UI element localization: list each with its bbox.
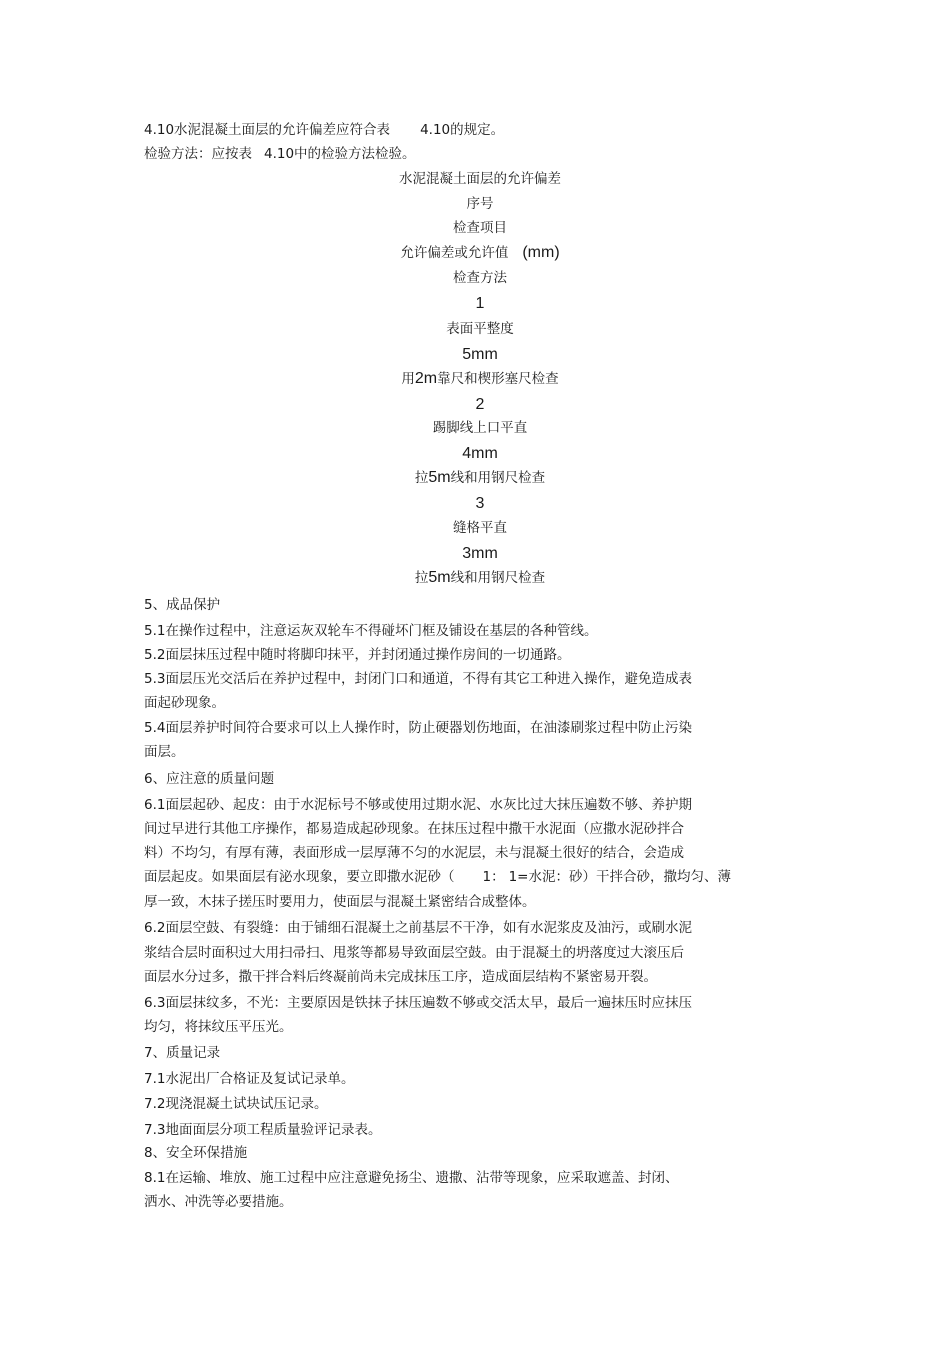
row-1-no: 1 — [475, 295, 485, 312]
header-deviation-label: 允许偏差或允许值 — [400, 245, 509, 261]
header-deviation — [0, 244, 950, 262]
intro-text: 4.10水泥混凝土面层的允许偏差应符合表 — [144, 122, 391, 138]
intro-text: 4.10的规定。 — [420, 122, 505, 138]
para-6-3-line-2: 均匀，将抹纹压平压光。 — [144, 1019, 293, 1035]
para-6-2-line-1: 6.2面层空鼓、有裂缝：由于铺细石混凝土之前基层不干净，如有水泥浆皮及油污，或刷水泥 — [144, 920, 692, 936]
table-title: 水泥混凝土面层的允许偏差 — [399, 171, 561, 187]
row-3-no: 3 — [475, 495, 485, 512]
section-5-heading: 5、成品保护 — [144, 597, 221, 613]
method-number: 5m — [428, 469, 451, 486]
para-6-1-line-1: 6.1面层起砂、起皮：由于水泥标号不够或使用过期水泥、水灰比过大抹压遍数不够、养护期 — [144, 797, 692, 813]
para-5-1: 5.1在操作过程中，注意运灰双轮车不得碰坏门框及铺设在基层的各种管线。 — [144, 623, 598, 639]
method-text: 拉 — [414, 470, 429, 486]
para-7-3: 7.3地面面层分项工程质量验评记录表。 — [144, 1122, 382, 1138]
para-7-2: 7.2现浇混凝土试块试压记录。 — [144, 1096, 328, 1112]
para-text: 1=水泥：砂）干拌合砂，撒均匀、薄 — [508, 869, 731, 885]
section-7-heading: 7、质量记录 — [144, 1045, 221, 1061]
section-6-heading: 6、应注意的质量问题 — [144, 771, 275, 787]
row-2-no: 2 — [475, 396, 485, 413]
para-6-2-line-2: 浆结合层时面积过大用扫帚扫、甩浆等都易导致面层空鼓。由于混凝土的坍落度过大滚压后 — [144, 945, 684, 961]
row-2-item: 踢脚线上口平直 — [432, 420, 528, 436]
para-6-1-line-5: 厚一致，木抹子搓压时要用力，使面层与混凝土紧密结合成整体。 — [144, 894, 536, 910]
header-deviation-unit: (mm) — [522, 244, 560, 261]
para-6-1-line-4 — [144, 868, 731, 886]
para-6-1-line-3: 料）不均匀，有厚有薄，表面形成一层厚薄不匀的水泥层，未与混凝土很好的结合，会造成 — [144, 845, 684, 861]
row-3-value: 3mm — [462, 545, 498, 562]
row-1-item: 表面平整度 — [446, 321, 514, 337]
method-text: 线和用钢尺检查 — [450, 470, 546, 486]
row-2-method — [0, 469, 950, 487]
intro-line-1 — [144, 121, 504, 139]
para-5-3-line-2: 面起砂现象。 — [144, 695, 225, 711]
intro-line-2 — [144, 145, 416, 163]
para-6-3-line-1: 6.3面层抹纹多，不光：主要原因是铁抹子抹压遍数不够或交活太早，最后一遍抹压时应抹压 — [144, 995, 692, 1011]
para-5-3-line-1: 5.3面层压光交活后在养护过程中，封闭门口和通道，不得有其它工种进入操作，避免造成表 — [144, 671, 692, 687]
para-5-2: 5.2面层抹压过程中随时将脚印抹平，并封闭通过操作房间的一切通路。 — [144, 647, 571, 663]
intro-text: 4.10中的检验方法检验。 — [264, 146, 416, 162]
ratio-text: 1： — [482, 869, 505, 885]
header-item: 检查项目 — [453, 220, 507, 236]
method-text: 拉 — [414, 570, 429, 586]
header-method: 检查方法 — [453, 270, 507, 286]
method-text: 用 — [401, 371, 415, 387]
method-text: 靠尺和楔形塞尺检查 — [437, 371, 559, 387]
method-number: 5m — [428, 569, 451, 586]
row-2-value: 4mm — [462, 445, 498, 462]
intro-text: 检验方法：应按表 — [144, 146, 252, 162]
method-number: 2m — [414, 370, 438, 387]
para-6-2-line-3: 面层水分过多，撒干拌合料后终凝前尚未完成抹压工序，造成面层结构不紧密易开裂。 — [144, 969, 657, 985]
para-7-1: 7.1水泥出厂合格证及复试记录单。 — [144, 1071, 355, 1087]
para-8-1-line-1: 8.1在运输、堆放、施工过程中应注意避免扬尘、遗撒、沾带等现象，应采取遮盖、封闭、 — [144, 1170, 679, 1186]
para-5-4-line-2: 面层。 — [144, 744, 185, 760]
row-3-item: 缝格平直 — [453, 520, 507, 536]
para-6-1-line-2: 间过早进行其他工序操作，都易造成起砂现象。在抹压过程中撒干水泥面（应撒水泥砂拌合 — [144, 821, 684, 837]
para-5-4-line-1: 5.4面层养护时间符合要求可以上人操作时，防止硬器划伤地面，在油漆刷浆过程中防止污染 — [144, 720, 692, 736]
para-text: 面层起皮。如果面层有泌水现象，要立即撒水泥砂（ — [144, 869, 455, 885]
header-no: 序号 — [466, 196, 494, 212]
row-1-value: 5mm — [462, 346, 498, 363]
row-3-method — [0, 569, 950, 587]
row-1-method — [0, 370, 950, 388]
section-8-heading: 8、安全环保措施 — [144, 1145, 248, 1161]
para-8-1-line-2: 洒水、冲洗等必要措施。 — [144, 1194, 293, 1210]
method-text: 线和用钢尺检查 — [450, 570, 546, 586]
